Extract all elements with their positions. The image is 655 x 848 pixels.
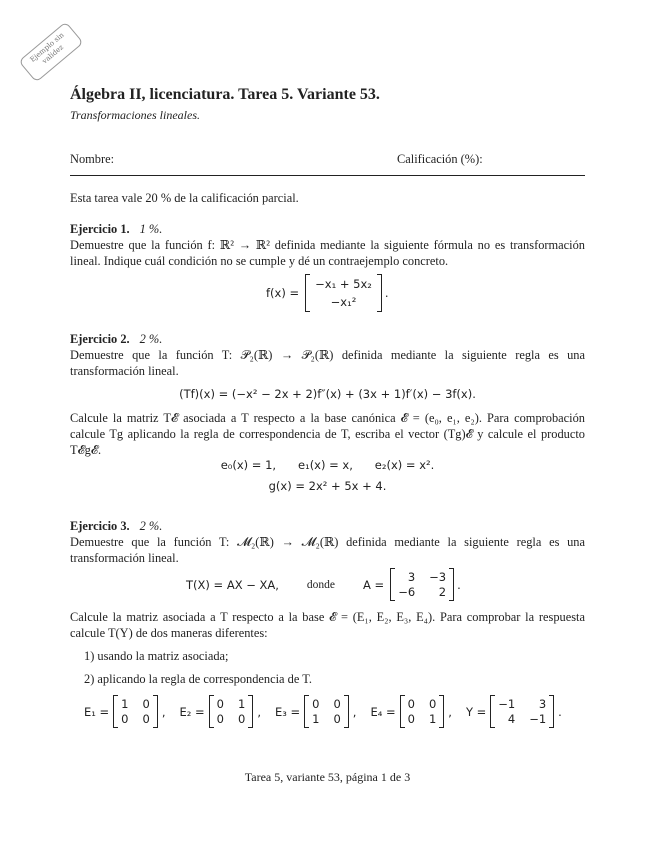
matrix-cell: 0: [237, 712, 246, 726]
matrix-cell: 0: [312, 697, 320, 711]
exercise-3-heading: [70, 518, 162, 534]
exercise-3-label: Ejercicio 3.: [70, 519, 130, 533]
page-title: Álgebra II, licenciatura. Tarea 5. Variante 53.: [70, 86, 380, 103]
matrix-a-cell: 2: [438, 585, 447, 599]
vector-row-2: −x₁²: [330, 295, 357, 309]
list-item-2: 2) aplicando la regla de correspondencia de T.: [84, 672, 312, 686]
exercise-2-text: Demuestre que la función T: 𝒫₂(ℝ) → 𝒫₂(ℝ) definida mediante la siguiente regla es una transformación lineal.: [70, 348, 585, 378]
matrix-cell: −1: [498, 697, 516, 711]
formula-lhs: f(x) =: [266, 286, 300, 300]
basis-definition: e₀(x) = 1, e₁(x) = x, e₂(x) = x².: [220, 458, 435, 472]
header-rule: [70, 175, 585, 176]
exercise-2-label: Ejercicio 2.: [70, 332, 130, 346]
donde-word: donde: [306, 578, 336, 591]
matrix-cell: 1: [312, 712, 320, 726]
matrix-cell: 0: [216, 697, 224, 711]
page-subtitle: Transformaciones lineales.: [70, 108, 201, 122]
exercise-1-text: Demuestre que la función f: ℝ² → ℝ² definida mediante la siguiente fórmula no es transformación lineal. Indique cuál condición no se cumple y dé un contraejemplo concreto.: [70, 238, 585, 268]
exercise-3-text2: Calcule la matriz asociada a T respecto a la base 𝓔 = (E₁, E₂, E₃, E₄). Para comprobar la respuesta calcule T(Y) de dos maneras diferentes:: [70, 610, 585, 640]
exercise-2-formula: (Tf)(x) = (−x² − 2x + 2)f″(x) + (3x + 1)f′(x) − 3f(x).: [179, 387, 476, 401]
matrix-e4: [400, 695, 445, 728]
matrix-cell: 0: [121, 712, 129, 726]
basis-matrices: E₁ = 1 0 0 0 , E₂ = 0 1 0 0 , E₃ = 0 0 1 0 , E₄ = 0 0 0 1 , Y = −1 3 4 −1 .: [84, 697, 562, 726]
polynomial-g: g(x) = 2x² + 5x + 4.: [268, 479, 387, 493]
matrix-y-lhs: Y =: [465, 704, 487, 719]
matrix-a: [390, 568, 454, 601]
exercise-2-text2: Calcule la matriz T𝓔 asociada a T respecto a la base canónica 𝓔 = (e₀, e₁, e₂). Para comprobación calcule Tg aplicando la regla de correspondencia de T, escriba el vector (Tg)𝓔 y calcule el producto T𝓔g𝓔.: [70, 411, 585, 457]
matrix-e3-lhs: E₃ =: [274, 704, 301, 719]
matrix-cell: 0: [333, 697, 341, 711]
matrix-e2: [209, 695, 254, 728]
list-item-1: 1) usando la matriz asociada;: [84, 649, 229, 663]
matrix-cell: 1: [121, 697, 129, 711]
matrix-e1: [113, 695, 158, 728]
matrix-e3: [304, 695, 349, 728]
exercise-3-text: Demuestre que la función T: 𝓜₂(ℝ) → 𝓜₂(ℝ) definida mediante la siguiente regla es una transformación lineal.: [70, 535, 585, 565]
exercise-1-label: Ejercicio 1.: [70, 222, 130, 236]
matrix-a-cell: −6: [398, 585, 416, 599]
formula-t: T(X) = AX − XA,: [186, 577, 279, 592]
matrix-cell: 1: [428, 712, 437, 726]
intro-text: Esta tarea vale 20 % de la calificación parcial.: [70, 191, 299, 205]
matrix-e2-lhs: E₂ =: [179, 704, 205, 719]
vector-row-1: −x₁ + 5x₂: [315, 277, 372, 291]
matrix-cell: 0: [142, 697, 150, 711]
matrix-cell: 0: [333, 712, 341, 726]
matrix-e1-lhs: E₁ =: [84, 704, 110, 719]
exercise-2-weight: 2 %.: [139, 332, 163, 346]
grade-label: Calificación (%):: [397, 152, 483, 166]
matrix-a-cell: 3: [407, 570, 416, 584]
exercise-3-formula: T(X) = AX − XA, donde A = 3 −3 −6 2 .: [186, 570, 461, 599]
exercise-1-heading: [70, 221, 162, 237]
matrix-cell: 4: [507, 712, 516, 726]
matrix-cell: 3: [538, 697, 547, 711]
matrix-cell: 0: [142, 712, 150, 726]
matrix-cell: 1: [237, 697, 246, 711]
exercise-3-weight: 2 %.: [139, 519, 163, 533]
matrix-a-cell: −3: [429, 570, 447, 584]
matrix-a-lhs: A =: [363, 577, 385, 592]
matrix-cell: 0: [216, 712, 224, 726]
matrix-e4-lhs: E₄ =: [370, 704, 396, 719]
name-label: Nombre:: [70, 152, 115, 166]
matrix-cell: 0: [407, 712, 415, 726]
page-footer: Tarea 5, variante 53, página 1 de 3: [244, 770, 411, 784]
watermark-stamp: Ejemplo sin validez: [18, 21, 83, 82]
vector-f: [305, 274, 382, 312]
matrix-cell: 0: [407, 697, 415, 711]
exercise-1-formula: f(x) = −x₁ + 5x₂ −x₁² .: [266, 274, 389, 312]
exercise-2-heading: [70, 331, 162, 347]
matrix-cell: −1: [529, 712, 547, 726]
matrix-y: [490, 695, 554, 728]
matrix-cell: 0: [428, 697, 437, 711]
exercise-1-weight: 1 %.: [139, 222, 163, 236]
